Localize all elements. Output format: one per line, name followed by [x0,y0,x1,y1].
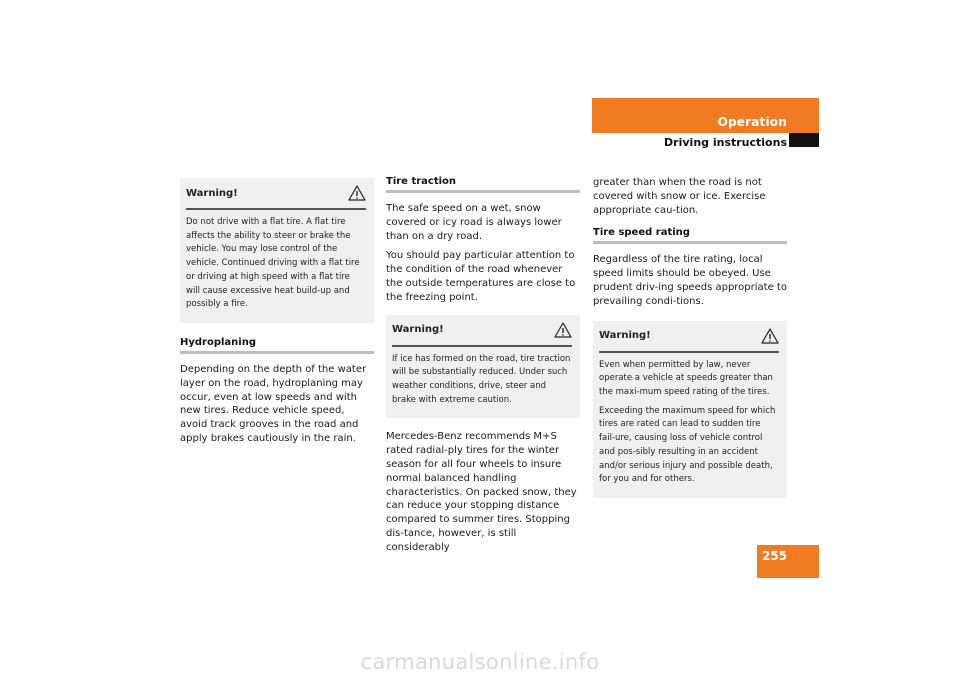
warning-paragraph: Exceeding the maximum speed for which tires are rated can lead to sudden tire fail-ure, causing loss of vehicle control and pos-sibly resulting in an accident and/or serious injury and possible death, for you and for others. [599,405,776,485]
warning-header [392,315,572,347]
heading-tire-speed-rating: Tire speed rating [593,227,787,244]
warning-paragraph: Do not drive with a flat tire. A flat tire affects the ability to steer or brake the vehicle. You may lose control of the vehicle. Continued driving with a flat tire or driving at high speed with a flat tire will cause excessive heat build-up and possibly a fire. [186,217,360,310]
page-number-tab [757,545,819,578]
column-middle [386,176,580,561]
warning-triangle-icon [554,322,572,338]
warning-header [186,178,366,210]
warning-header [599,321,779,353]
heading-tire-traction: Tire traction [386,176,580,193]
heading-hydroplaning: Hydroplaning [180,337,374,354]
page-subtitle: Driving instructions [664,136,787,149]
warning-paragraph: Even when permitted by law, never operate a vehicle at speeds greater than the maxi-mum speed rating of the tires. [599,359,773,397]
tire-traction-continued [386,430,580,554]
tire-traction-end [593,176,787,217]
warning-text [392,353,572,408]
warning-paragraph: If ice has formed on the road, tire traction will be substantially reduced. Under such weather conditions, drive, steer and brake with extreme caution. [392,353,571,405]
warning-text [186,216,366,312]
tire-traction-text [386,202,580,305]
warning-title: Warning! [392,324,444,336]
body-paragraph: Regardless of the tire rating, local speed limits should be obeyed. Use prudent driv-ing speeds appropriate to prevailing condi-tions. [593,254,787,307]
warning-title: Warning! [186,187,238,199]
warning-title: Warning! [599,330,651,342]
header-marker [789,133,819,147]
warning-triangle-icon [348,185,366,201]
warning-box-speed [593,321,787,498]
page-number: 255 [761,549,787,563]
tire-speed-rating-text [593,253,787,308]
warning-triangle-icon [761,328,779,344]
hydroplaning-text [180,363,374,446]
body-paragraph: You should pay particular attention to the condition of the road whenever the outside temperatures are close to the freezing point. [386,250,576,303]
column-left [180,178,374,452]
warning-text [599,359,779,487]
warning-box-ice [386,315,580,419]
body-paragraph: Mercedes-Benz recommends M+S rated radial-ply tires for the winter season for all four wheels to insure normal balanced handling characteristics. On packed snow, they can reduce your stopping distance compared to summer tires. Stopping dis-tance, however, is still considerably [386,431,577,553]
body-paragraph: greater than when the road is not covered with snow or ice. Exercise appropriate cau-tion. [593,177,766,216]
header-banner [592,98,819,133]
body-paragraph: The safe speed on a wet, snow covered or icy road is always lower than on a dry road. [386,203,562,242]
section-title: Operation [717,115,787,129]
body-paragraph: Depending on the depth of the water layer on the road, hydroplaning may occur, even at low speeds and with new tires. Reduce vehicle speed, avoid track grooves in the road and apply brakes cautiously in the rain. [180,363,367,444]
warning-box-flat-tire [180,178,374,323]
header-subtitle-row [592,133,819,151]
watermark: carmanualsonline.info [360,650,600,674]
column-right [593,176,787,498]
